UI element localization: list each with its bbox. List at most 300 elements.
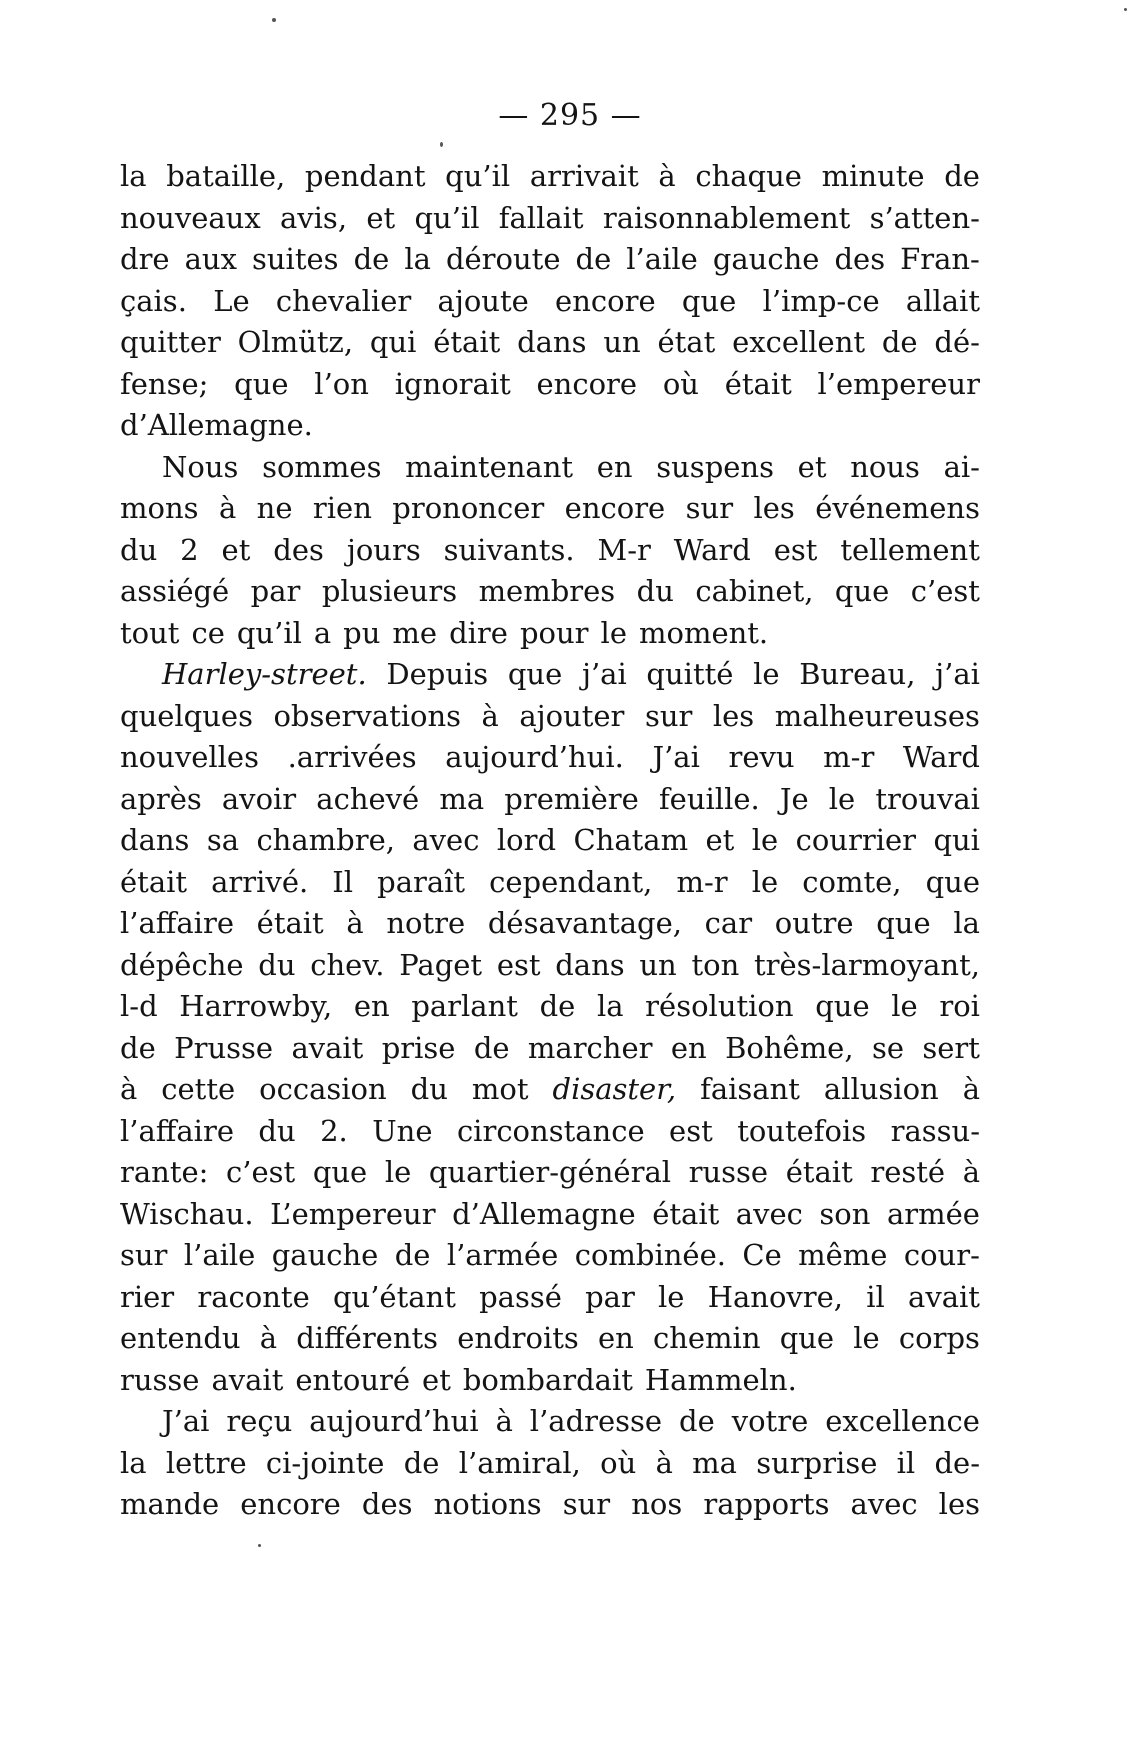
word: que — [925, 864, 980, 899]
text-line — [120, 1360, 980, 1402]
word: excellence — [825, 1404, 980, 1438]
word: l’empereur — [817, 366, 980, 401]
word: dépêche — [120, 947, 244, 982]
word: en — [353, 989, 390, 1023]
word: car — [704, 906, 753, 940]
word: corps — [898, 1321, 980, 1355]
word: Hanovre, — [707, 1279, 844, 1314]
word: malheureuses — [774, 698, 980, 733]
word: gauche — [712, 242, 820, 276]
word: entendu — [120, 1321, 241, 1355]
text-line — [120, 820, 980, 862]
word: Bohême, — [725, 1030, 854, 1065]
word: minute — [821, 159, 925, 193]
word: des — [273, 532, 324, 567]
word: ai- — [943, 449, 980, 484]
word: que — [815, 989, 870, 1023]
word: suspens — [656, 449, 774, 484]
word: feuille. — [658, 781, 760, 816]
word: sert — [922, 1030, 980, 1065]
word: sur — [644, 698, 693, 733]
word: la — [596, 989, 624, 1023]
word: à — [218, 491, 237, 525]
word: à — [962, 1155, 980, 1189]
word: Nous — [162, 449, 239, 484]
word: à — [346, 906, 364, 940]
word: marcher — [527, 1030, 653, 1065]
word: avait — [908, 1279, 980, 1314]
word: que — [779, 1321, 835, 1355]
word: encore — [564, 491, 666, 525]
word: Wischau. — [120, 1196, 254, 1231]
word: chaque — [695, 159, 802, 193]
word: cette — [161, 1072, 236, 1106]
word: de — [679, 1404, 715, 1438]
word: même — [798, 1238, 888, 1272]
word: par — [250, 574, 301, 608]
word: j’ai — [581, 657, 627, 691]
word: qui — [369, 325, 417, 359]
word: de- — [934, 1445, 980, 1480]
word: roi — [939, 989, 980, 1023]
word: et — [366, 200, 396, 235]
word: Paget — [399, 947, 483, 982]
word: L’empereur — [270, 1196, 436, 1231]
word: chemin — [652, 1321, 761, 1355]
text-line — [120, 447, 980, 489]
word: première — [504, 781, 639, 816]
word: différents — [296, 1321, 439, 1355]
word: l’aile — [626, 242, 698, 276]
word: Bureau, — [799, 657, 916, 691]
word: nouveaux — [120, 200, 261, 235]
word: Fran- — [900, 242, 980, 276]
word: état — [657, 325, 716, 359]
word: dre — [120, 242, 170, 276]
text-line — [120, 571, 980, 613]
text-line — [120, 156, 980, 198]
word: désavantage, — [487, 906, 682, 940]
word: suivants. — [443, 532, 575, 567]
word: arrivait — [529, 159, 639, 193]
word: du — [120, 532, 158, 567]
word: que — [507, 657, 563, 691]
word: excellent — [732, 325, 866, 359]
word: Depuis — [386, 657, 489, 691]
word: trouvai — [875, 781, 980, 816]
word: à — [655, 1445, 673, 1480]
word: du — [258, 1113, 296, 1148]
word: avec — [850, 1487, 918, 1521]
word: aujourd’hui — [309, 1404, 479, 1438]
scan-speck — [272, 18, 276, 22]
word: j’ai — [935, 657, 980, 691]
word: l’affaire — [120, 1113, 234, 1148]
word: le — [658, 1279, 685, 1314]
word: l’affaire — [120, 906, 234, 940]
word: l’amiral, — [458, 1445, 581, 1480]
word: chev. — [310, 947, 385, 982]
word: les — [938, 1487, 980, 1521]
word: à — [495, 1404, 513, 1438]
word: sur — [685, 491, 734, 525]
word: qu’étant — [332, 1279, 456, 1314]
word: est — [669, 1113, 713, 1148]
word: qu’il — [236, 615, 302, 650]
text-line — [120, 1277, 980, 1319]
text-line — [120, 1194, 980, 1236]
word: en — [597, 1321, 634, 1355]
word: pendant — [304, 159, 426, 193]
word: Le — [213, 283, 250, 318]
text-line — [120, 1318, 980, 1360]
text-line — [120, 1401, 980, 1443]
word: votre — [731, 1404, 809, 1438]
word: les — [712, 698, 755, 733]
word: moment. — [638, 615, 769, 650]
word: à — [259, 1321, 278, 1355]
word: qu’il — [445, 159, 511, 193]
word: mande — [120, 1487, 220, 1521]
word: chevalier — [275, 283, 412, 318]
word: 2 — [180, 532, 199, 567]
word: lord — [496, 823, 557, 857]
word: de — [881, 325, 918, 359]
word: Une — [372, 1113, 433, 1148]
word: avait — [291, 1030, 364, 1065]
word: ne — [256, 491, 293, 525]
word: raconte — [197, 1279, 310, 1314]
word: m-r — [823, 740, 875, 774]
scan-speck — [258, 1544, 261, 1547]
word: passé — [479, 1279, 562, 1314]
word: notions — [433, 1487, 542, 1521]
word: me — [392, 615, 438, 650]
word: disaster, — [552, 1072, 677, 1106]
word: reçu — [226, 1404, 293, 1438]
word: que — [876, 906, 931, 940]
word: Ce — [742, 1238, 782, 1272]
word: de — [539, 989, 576, 1023]
word: paraît — [377, 864, 466, 899]
word: Je — [779, 781, 809, 816]
word: d’Allemagne — [452, 1196, 636, 1231]
word: surprise — [756, 1445, 878, 1480]
word: 2. — [320, 1113, 348, 1148]
word: quartier-général — [428, 1155, 672, 1189]
word: sa — [206, 823, 240, 857]
word: fallait — [498, 200, 584, 235]
text-line — [120, 696, 980, 738]
word: événemens — [815, 491, 980, 525]
word: plusieurs — [321, 574, 458, 608]
word: de — [394, 1238, 431, 1272]
word: à — [120, 1072, 138, 1106]
word: revu — [728, 740, 795, 774]
word: l’armée — [446, 1238, 559, 1272]
word: rier — [120, 1279, 175, 1314]
word: était — [433, 325, 501, 359]
word: le — [891, 989, 918, 1023]
word: ce — [191, 615, 225, 650]
word: sommes — [262, 449, 382, 484]
word: dans — [120, 823, 190, 857]
word: J’ai — [652, 740, 700, 774]
text-line — [120, 1443, 980, 1485]
word: russe — [688, 1155, 769, 1189]
text-line — [120, 903, 980, 945]
word: ton — [691, 947, 740, 982]
word: dire — [449, 615, 508, 650]
word: il — [866, 1279, 885, 1314]
word: maintenant — [405, 449, 574, 484]
word: l’adresse — [529, 1404, 663, 1438]
text-line — [120, 364, 980, 406]
word: la — [953, 906, 980, 940]
text-line — [120, 322, 980, 364]
word: était — [256, 906, 324, 940]
word: dans — [517, 325, 587, 359]
word: que — [681, 283, 737, 318]
word: aujourd’hui. — [445, 740, 624, 774]
page-number: — 295 — — [498, 98, 642, 133]
word: déroute — [445, 242, 561, 276]
word: courrier — [795, 823, 917, 857]
word: encore — [240, 1487, 341, 1521]
word: que — [312, 1155, 368, 1189]
word: est — [773, 532, 818, 567]
word: l’aile — [183, 1238, 256, 1272]
word: avec — [412, 823, 480, 857]
word: armée — [886, 1196, 980, 1231]
word: rassu- — [890, 1113, 980, 1148]
word: où — [600, 1445, 637, 1480]
word: mot — [471, 1072, 529, 1106]
word: faisant — [700, 1072, 800, 1106]
word: se — [871, 1030, 904, 1065]
word: encore — [555, 283, 656, 318]
word: cependant, — [489, 864, 653, 899]
word: dans — [555, 947, 625, 982]
word: dé- — [934, 325, 980, 359]
word: Harrowby, — [179, 989, 333, 1023]
word: tellement — [840, 532, 980, 567]
word: avis, — [279, 200, 348, 235]
word: a — [313, 615, 332, 650]
word: russe — [120, 1362, 200, 1397]
word: quelques — [120, 698, 253, 733]
word: c’est — [226, 1155, 296, 1189]
word: par — [585, 1279, 635, 1314]
word: cabinet, — [695, 574, 814, 608]
text-line — [120, 654, 980, 696]
word: Prusse — [174, 1030, 274, 1065]
text-line — [120, 1028, 980, 1070]
text-line — [120, 1152, 980, 1194]
word: outre — [774, 906, 854, 940]
word: ma — [692, 1445, 737, 1480]
word: le — [853, 1321, 880, 1355]
word: ignorait — [394, 366, 511, 401]
word: endroits — [457, 1321, 579, 1355]
word: que — [234, 366, 289, 401]
word: quitter — [120, 325, 221, 359]
word: le — [600, 615, 627, 650]
word: circonstance — [456, 1113, 645, 1148]
word: ma — [439, 781, 485, 816]
text-line — [120, 530, 980, 572]
word: Harley-street. — [162, 657, 367, 691]
word: à — [481, 698, 499, 733]
word: son — [819, 1196, 871, 1231]
word: comte, — [802, 864, 902, 899]
word: des — [834, 242, 886, 276]
text-line — [120, 405, 980, 447]
word: nos — [631, 1487, 683, 1521]
word: Chatam — [573, 823, 689, 857]
text-line — [120, 281, 980, 323]
text-line — [120, 488, 980, 530]
word: du — [410, 1072, 448, 1106]
word: sur — [562, 1487, 611, 1521]
word: était — [724, 366, 792, 401]
word: bombardait — [462, 1362, 633, 1397]
text-line — [120, 737, 980, 779]
word: toutefois — [737, 1113, 867, 1148]
word: raisonnablement — [602, 200, 851, 235]
word: avait — [211, 1362, 284, 1397]
word: où — [662, 366, 699, 401]
word: la — [404, 242, 431, 276]
word: achevé — [316, 781, 420, 816]
word: qu’il — [414, 200, 480, 235]
word: des — [361, 1487, 413, 1521]
word: allusion — [823, 1072, 939, 1106]
word: très-larmoyant, — [753, 947, 980, 982]
word: un — [639, 947, 677, 982]
text-line — [120, 986, 980, 1028]
word: .arrivées — [287, 740, 417, 774]
word: M-r — [597, 532, 651, 567]
word: assiégé — [120, 574, 230, 608]
word: était — [785, 1155, 853, 1189]
word: la — [120, 1445, 147, 1480]
word: le — [753, 657, 780, 691]
text-line — [120, 613, 980, 655]
word: chambre, — [256, 823, 395, 857]
word: nouvelles — [120, 740, 259, 774]
word: de — [575, 242, 612, 276]
word: Ward — [673, 532, 751, 567]
word: de — [473, 1030, 510, 1065]
word: de — [944, 159, 980, 193]
word: J’ai — [162, 1404, 210, 1438]
word: la — [120, 159, 147, 193]
word: rien — [312, 491, 372, 525]
word: parlant — [411, 989, 518, 1023]
word: c’est — [910, 574, 980, 608]
text-line — [120, 198, 980, 240]
word: occasion — [259, 1072, 387, 1106]
word: mons — [120, 491, 199, 525]
word: avec — [735, 1196, 803, 1231]
word: et — [422, 1362, 451, 1397]
text-line — [120, 1069, 980, 1111]
word: après — [120, 781, 202, 816]
word: membres — [478, 574, 616, 608]
word: le — [751, 864, 779, 899]
word: l-d — [120, 989, 158, 1023]
word: prononcer — [392, 491, 545, 525]
word: en — [670, 1030, 707, 1065]
scan-speck — [1124, 8, 1127, 11]
word: à — [658, 159, 676, 193]
word: et — [705, 823, 735, 857]
word: Olmütz, — [237, 325, 354, 359]
word: de — [353, 242, 390, 276]
word: l’imp-ce — [762, 283, 880, 318]
text-line — [120, 1484, 980, 1526]
word: jours — [346, 532, 421, 567]
word: que — [834, 574, 890, 608]
word: le — [751, 823, 779, 857]
word: entouré — [295, 1362, 411, 1397]
word: observations — [273, 698, 462, 733]
word: aux — [184, 242, 237, 276]
text-line — [120, 239, 980, 281]
text-line — [120, 862, 980, 904]
word: allait — [905, 283, 980, 318]
text-line — [120, 1111, 980, 1153]
word: Hammeln. — [644, 1362, 797, 1397]
word: était — [120, 864, 188, 899]
word: m-r — [676, 864, 728, 899]
word: d’Allemagne. — [120, 408, 313, 442]
word: ajouter — [519, 698, 625, 733]
word: le — [828, 781, 856, 816]
word: rapports — [703, 1487, 830, 1521]
word: était — [652, 1196, 720, 1231]
word: sur — [120, 1238, 168, 1272]
word: prise — [381, 1030, 456, 1065]
text-line — [120, 779, 980, 821]
word: s’atten- — [869, 200, 980, 235]
word: de — [403, 1445, 440, 1480]
word: les — [753, 491, 795, 525]
word: Ward — [902, 740, 980, 774]
word: et — [797, 449, 827, 484]
word: ci-jointe — [265, 1445, 385, 1480]
word: cour- — [903, 1238, 980, 1272]
word: resté — [870, 1155, 946, 1189]
word: notre — [386, 906, 466, 940]
word: l’on — [314, 366, 369, 401]
text-line — [120, 1235, 980, 1277]
word: pu — [343, 615, 381, 650]
word: encore — [536, 366, 638, 401]
body-text — [120, 156, 980, 1526]
word: nous — [850, 449, 920, 484]
word: est — [496, 947, 541, 982]
word: gauche — [271, 1238, 379, 1272]
word: bataille, — [166, 159, 286, 193]
word: et — [221, 532, 251, 567]
word: qui — [933, 823, 980, 857]
word: rante: — [120, 1155, 209, 1189]
word: suites — [251, 242, 339, 276]
word: tout — [120, 615, 180, 650]
word: combinée. — [574, 1238, 726, 1272]
